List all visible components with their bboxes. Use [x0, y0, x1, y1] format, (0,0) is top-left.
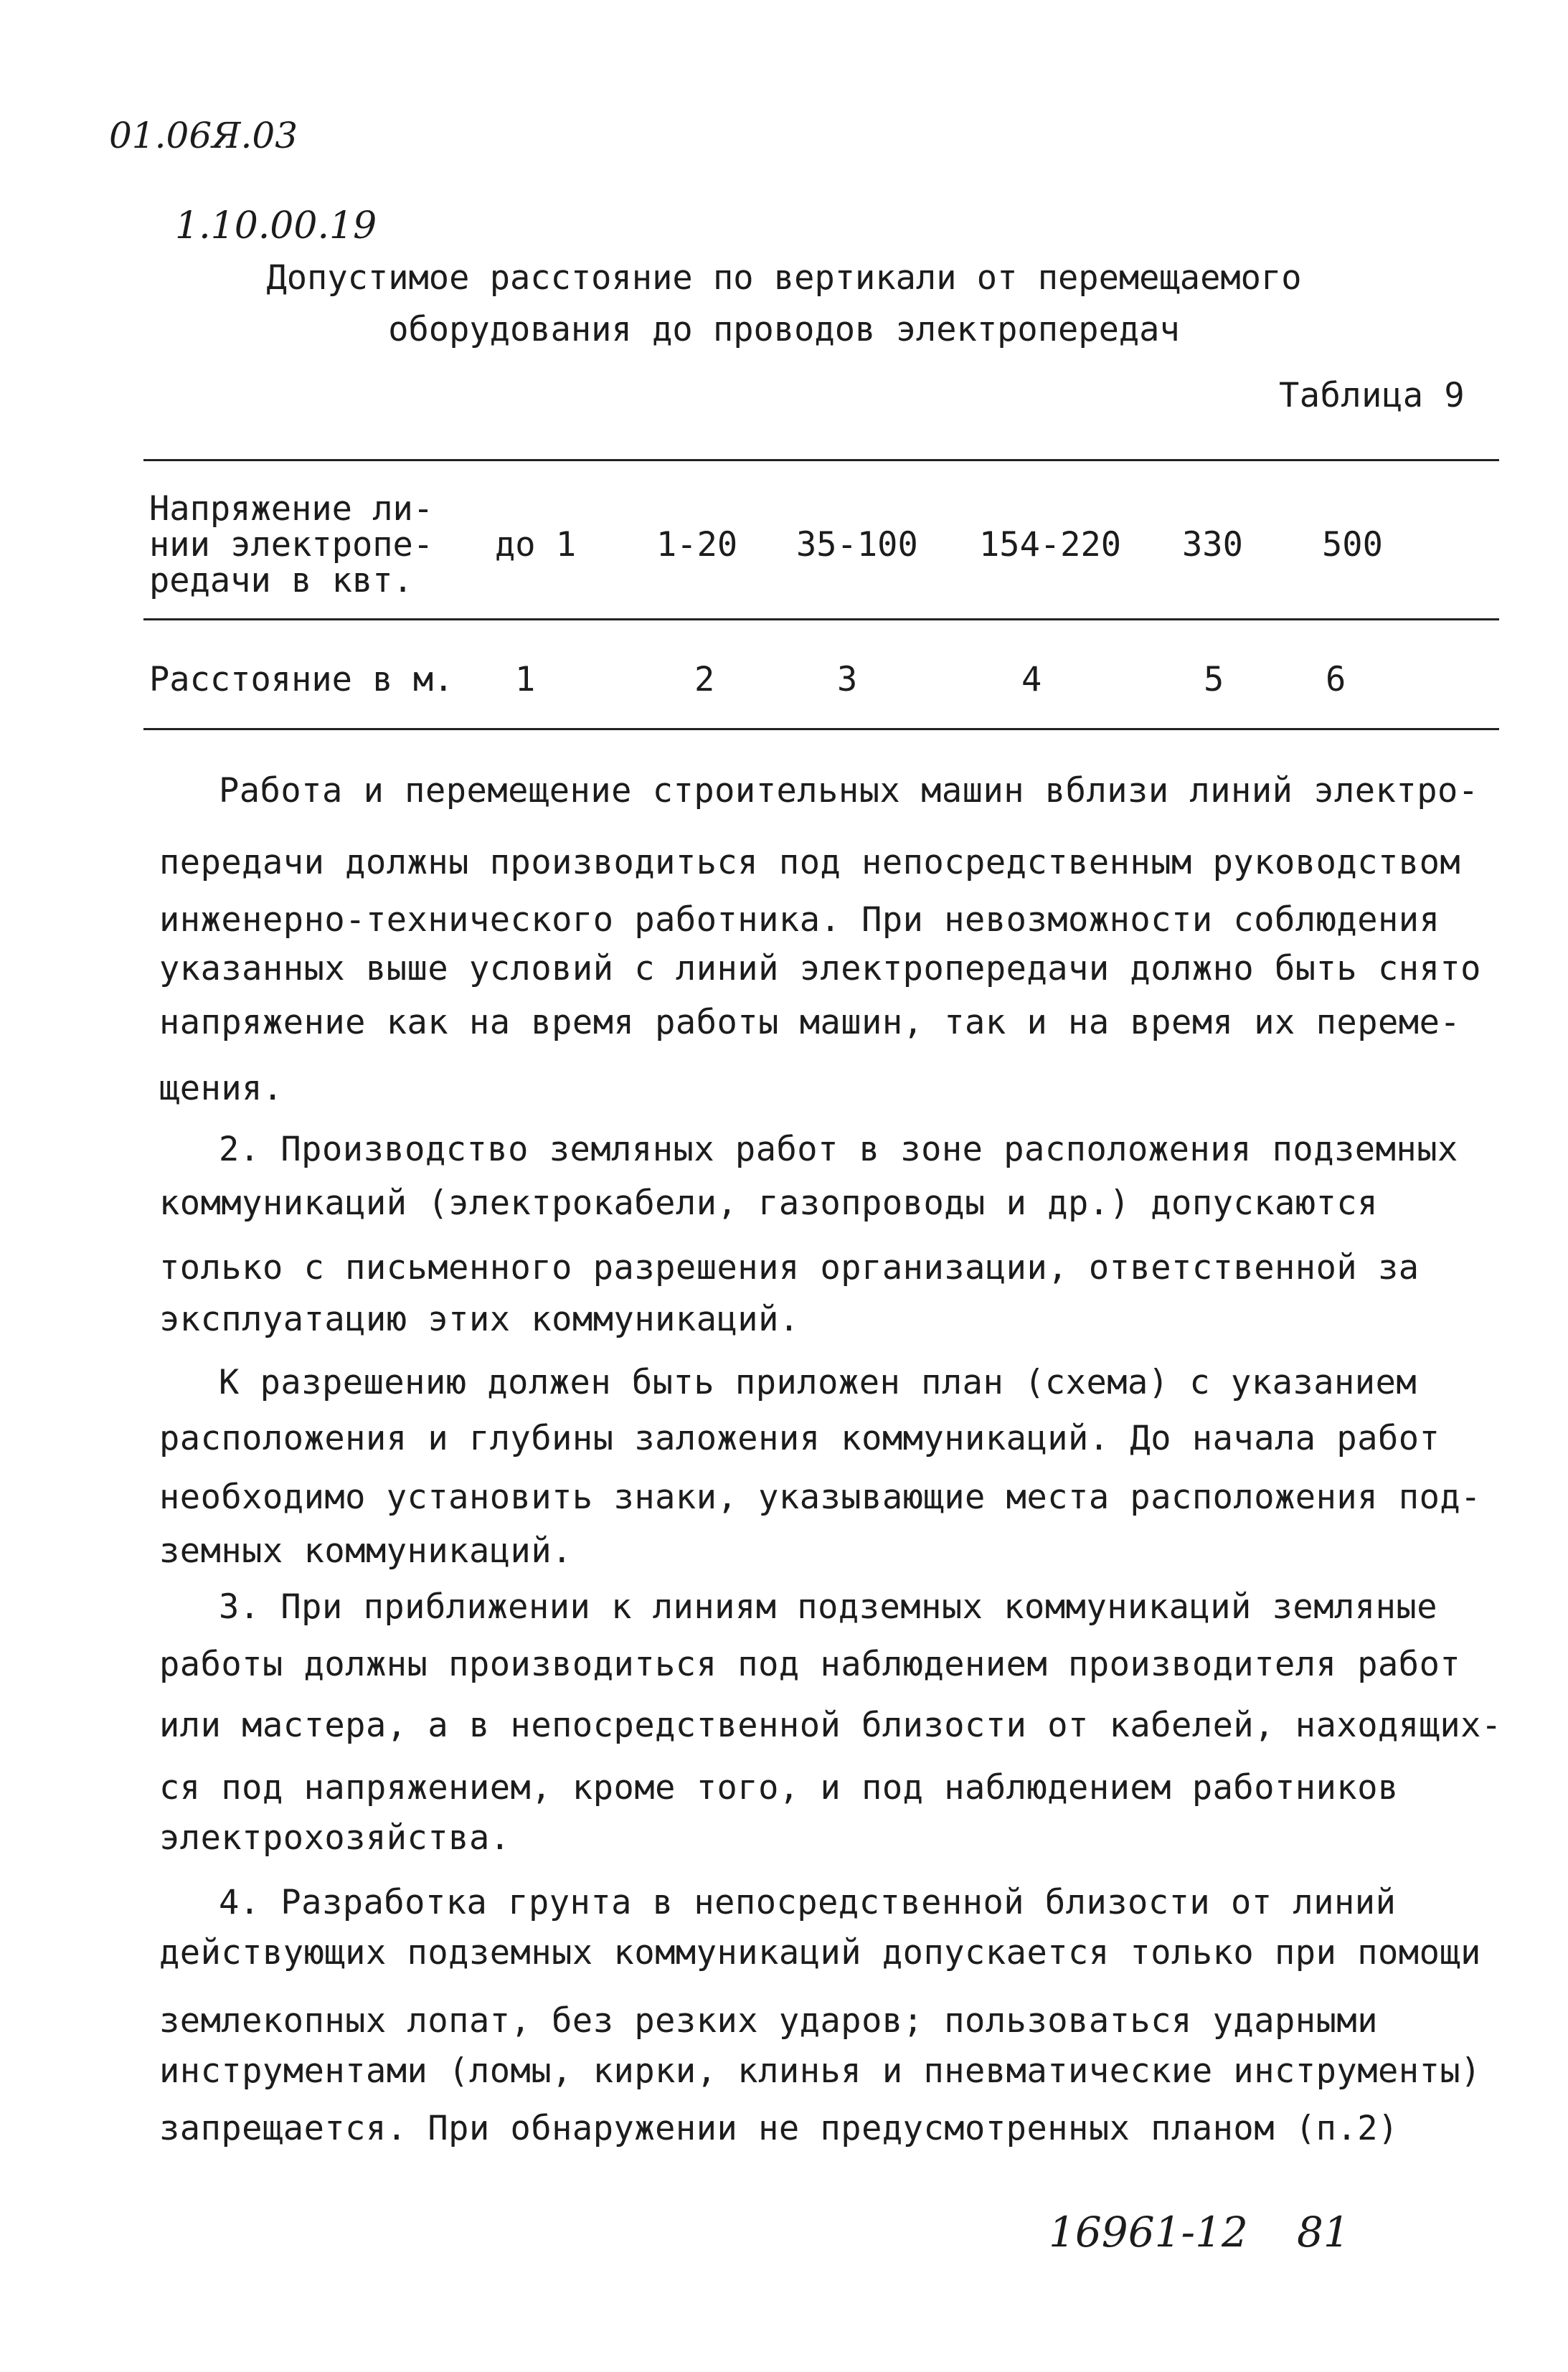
- page-number: 81: [1297, 2208, 1350, 2257]
- text-line: 2. Производство земляных работ в зоне расположения подземных: [219, 1130, 1458, 1169]
- text-line: инженерно-технического работника. При невозможности соблюдения: [159, 900, 1440, 940]
- text-line: эксплуатацию этих коммуникаций.: [159, 1300, 800, 1339]
- text-line: напряжение как на время работы машин, так и на время их переме-: [159, 1003, 1461, 1042]
- text-line: передачи должны производиться под непосредственным руководством: [159, 843, 1461, 882]
- table-row-header-line: редачи в квт.: [149, 561, 413, 600]
- text-line: 4. Разработка грунта в непосредственной близости от линий: [219, 1883, 1397, 1922]
- text-line: ся под напряжением, кроме того, и под наблюдением работников: [159, 1768, 1399, 1808]
- voltage-cell: 35-100: [796, 525, 918, 564]
- text-line: работы должны производиться под наблюдением производителя работ: [159, 1645, 1461, 1684]
- voltage-cell: 330: [1182, 525, 1243, 564]
- voltage-cell: 154-220: [979, 525, 1122, 564]
- distance-cell: 6: [1326, 660, 1346, 699]
- table-row-header-distance: Расстояние в м.: [149, 660, 454, 699]
- text-line: необходимо установить знаки, указывающие места расположения под-: [159, 1478, 1481, 1517]
- text-line: землекопных лопат, без резких ударов; пользоваться ударными: [159, 2001, 1378, 2041]
- text-line: инструментами (ломы, кирки, клинья и пневматические инструменты): [159, 2051, 1481, 2091]
- text-line: указанных выше условий с линий электропередачи должно быть снято: [159, 949, 1481, 988]
- document-number: 16961-12: [1049, 2208, 1248, 2257]
- table-middle-rule: [143, 618, 1499, 620]
- text-line: расположения и глубины заложения коммуникаций. До начала работ: [159, 1419, 1440, 1458]
- text-line: действующих подземных коммуникаций допускается только при помощи: [159, 1933, 1481, 1972]
- table-top-rule: [143, 459, 1499, 461]
- voltage-cell: до 1: [495, 525, 577, 564]
- text-line: щения.: [159, 1069, 283, 1108]
- text-line: 3. При приближении к линиям подземных коммуникаций земляные: [219, 1587, 1437, 1627]
- table-row-header-line: Напряжение ли-: [149, 489, 434, 529]
- page-title-line-1: Допустимое расстояние по вертикали от перемещаемого: [266, 258, 1302, 298]
- distance-cell: 4: [1021, 660, 1042, 699]
- text-line: коммуникаций (электрокабели, газопроводы и др.) допускаются: [159, 1183, 1378, 1223]
- page-title-line-2: оборудования до проводов электропередач: [388, 310, 1180, 349]
- table-bottom-rule: [143, 728, 1499, 730]
- distance-cell: 1: [515, 660, 536, 699]
- text-line: К разрешению должен быть приложен план (схема) с указанием: [219, 1363, 1417, 1402]
- distance-cell: 3: [837, 660, 858, 699]
- text-line: электрохозяйства.: [159, 1818, 511, 1858]
- text-line: земных коммуникаций.: [159, 1531, 572, 1571]
- distance-cell: 5: [1204, 660, 1224, 699]
- text-line: только с письменного разрешения организации, ответственной за: [159, 1248, 1420, 1287]
- section-code: 1.10.00.19: [175, 204, 377, 247]
- voltage-cell: 1-20: [656, 525, 738, 564]
- table-row-header-line: нии электропе-: [149, 525, 434, 564]
- voltage-cell: 500: [1322, 525, 1383, 564]
- distance-cell: 2: [694, 660, 715, 699]
- table-label: Таблица 9: [1279, 376, 1465, 415]
- text-line: запрещается. При обнаружении не предусмотренных планом (п.2): [159, 2109, 1399, 2148]
- text-line: Работа и перемещение строительных машин вблизи линий электро-: [219, 771, 1479, 811]
- document-code: 01.06Я.03: [109, 115, 298, 156]
- text-line: или мастера, а в непосредственной близости от кабелей, находящих-: [159, 1706, 1502, 1745]
